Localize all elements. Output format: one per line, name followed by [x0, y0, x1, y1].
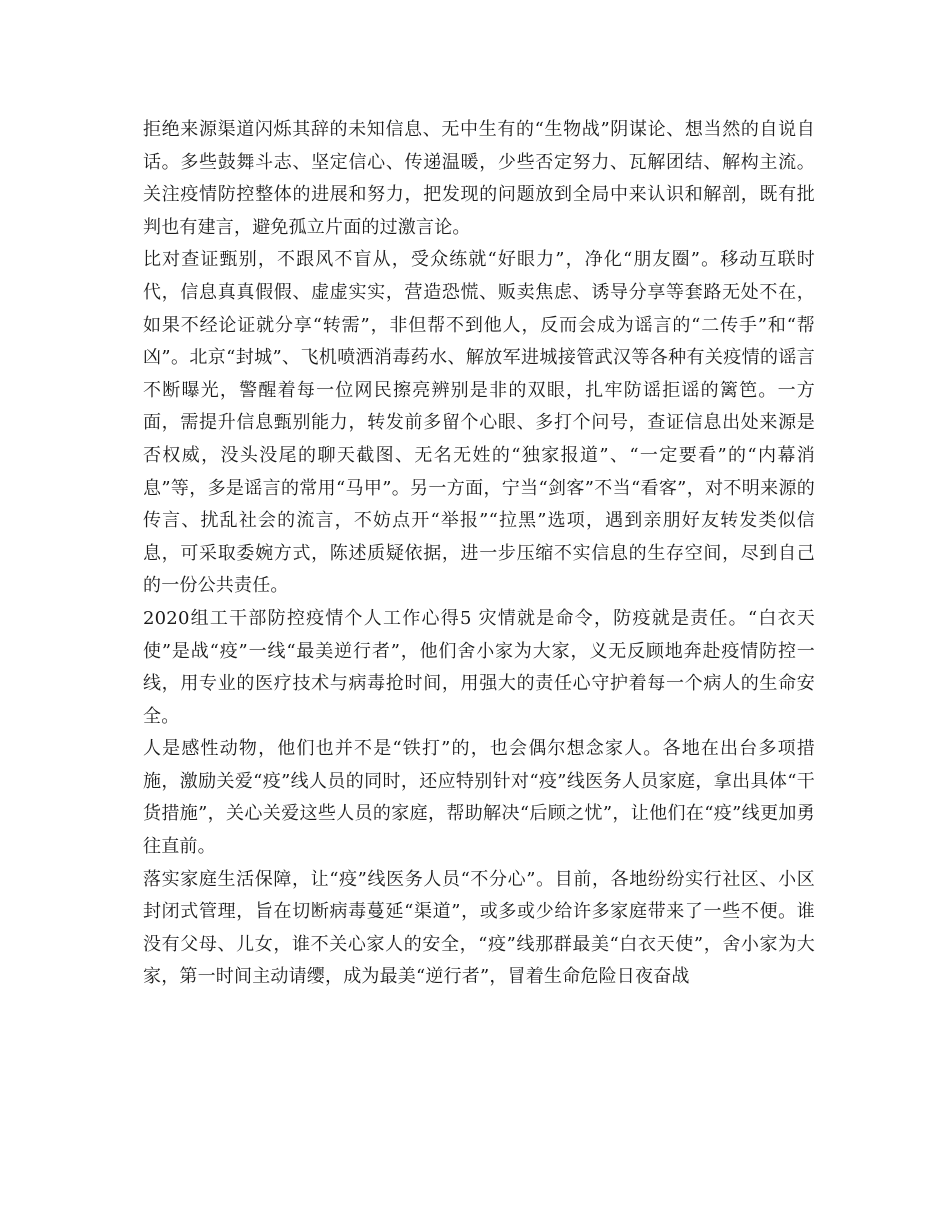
paragraph-1: 拒绝来源渠道闪烁其辞的未知信息、无中生有的“生物战”阴谋论、想当然的自说自话。多些鼓舞斗志、坚定信心、传递温暖，少些否定努力、瓦解团结、解构主流。关注疫情防控整体的进展和努力，把发现的问题放到全局中来认识和解剖，既有批判也有建言，避免孤立片面的过激言论。 [143, 119, 815, 238]
document-body [143, 114, 815, 994]
paragraph-2: 比对查证甄别，不跟风不盲从，受众练就“好眼力”，净化“朋友圈”。移动互联时代，信息真真假假、虚虚实实，营造恐慌、贩卖焦虑、诱导分享等套路无处不在，如果不经论证就分享“转需”，非但帮不到他人，反而会成为谣言的“二传手”和“帮凶”。北京“封城”、飞机喷洒消毒药水、解放军进城接管武汉等各种有关疫情的谣言不断曝光，警醒着每一位网民擦亮辨别是非的双眼，扎牢防谣拒谣的篱笆。一方面，需提升信息甄别能力，转发前多留个心眼、多打个问号，查证信息出处来源是否权威，没头没尾的聊天截图、无名无姓的“独家报道”、“一定要看”的“内幕消息”等，多是谣言的常用“马甲”。另一方面，宁当“剑客”不当“看客”，对不明来源的传言、扰乱社会的流言，不妨点开“举报”“拉黑”选项，遇到亲朋好友转发类似信息，可采取委婉方式，陈述质疑依据，进一步压缩不实信息的生存空间，尽到自己的一份公共责任。 [143, 249, 815, 597]
paragraph-3: 2020组工干部防控疫情个人工作心得5 灾情就是命令，防疫就是责任。“白衣天使”是战“疫”一线“最美逆行者”，他们舍小家为大家，义无反顾地奔赴疫情防控一线，用专业的医疗技术与病毒抢时间，用强大的责任心守护着每一个病人的生命安全。 [143, 607, 815, 727]
paragraph-5: 落实家庭生活保障，让“疫”线医务人员“不分心”。目前，各地纷纷实行社区、小区封闭式管理，旨在切断病毒蔓延“渠道”，或多或少给许多家庭带来了一些不便。谁没有父母、儿女，谁不关心家人的安全，“疫”线那群最美“白衣天使”，舍小家为大家，第一时间主动请缨，成为最美“逆行者”，冒着生命危险日夜奋战 [143, 868, 815, 988]
paragraph-4: 人是感性动物，他们也并不是“铁打”的，也会偶尔想念家人。各地在出台多项措施，激励关爱“疫”线人员的同时，还应特别针对“疫”线医务人员家庭，拿出具体“干货措施”，关心关爱这些人员的家庭，帮助解决“后顾之忧”，让他们在“疫”线更加勇往直前。 [143, 738, 815, 858]
